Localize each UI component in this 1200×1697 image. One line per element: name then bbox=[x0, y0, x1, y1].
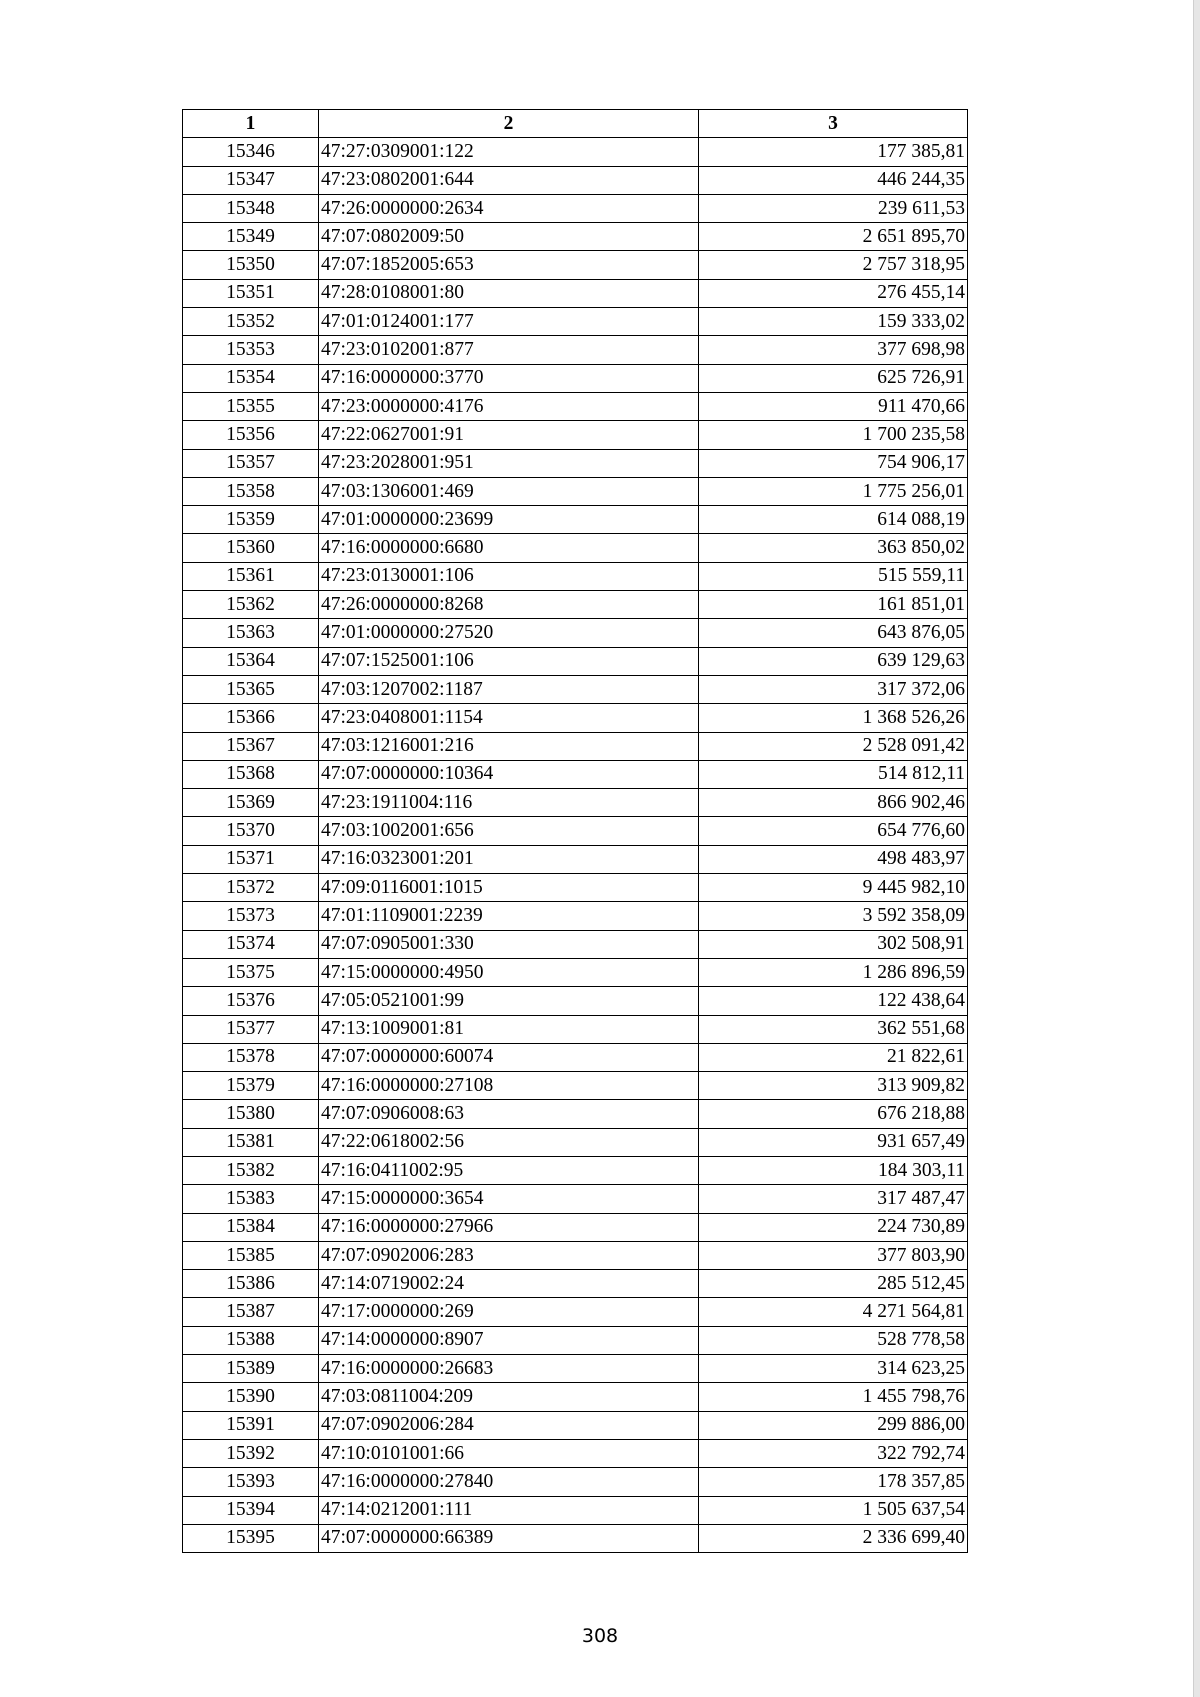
row-number-cell: 15388 bbox=[183, 1326, 319, 1354]
value-cell: 362 551,68 bbox=[699, 1015, 968, 1043]
value-cell: 625 726,91 bbox=[699, 364, 968, 392]
table-row bbox=[183, 1270, 968, 1298]
cadastral-number-cell: 47:09:0116001:1015 bbox=[319, 874, 699, 902]
value-cell: 654 776,60 bbox=[699, 817, 968, 845]
table-row bbox=[183, 1355, 968, 1383]
table-row bbox=[183, 1496, 968, 1524]
value-cell: 498 483,97 bbox=[699, 845, 968, 873]
row-number-cell: 15355 bbox=[183, 392, 319, 420]
table-row bbox=[183, 506, 968, 534]
cadastral-number-cell: 47:22:0618002:56 bbox=[319, 1128, 699, 1156]
value-cell: 514 812,11 bbox=[699, 760, 968, 788]
row-number-cell: 15358 bbox=[183, 477, 319, 505]
cadastral-number-cell: 47:07:0906008:63 bbox=[319, 1100, 699, 1128]
value-cell: 866 902,46 bbox=[699, 789, 968, 817]
table-row bbox=[183, 930, 968, 958]
value-cell: 515 559,11 bbox=[699, 562, 968, 590]
value-cell: 614 088,19 bbox=[699, 506, 968, 534]
row-number-cell: 15353 bbox=[183, 336, 319, 364]
value-cell: 676 218,88 bbox=[699, 1100, 968, 1128]
value-cell: 317 487,47 bbox=[699, 1185, 968, 1213]
cadastral-number-cell: 47:07:0000000:10364 bbox=[319, 760, 699, 788]
row-number-cell: 15362 bbox=[183, 591, 319, 619]
value-cell: 1 286 896,59 bbox=[699, 958, 968, 986]
value-cell: 2 528 091,42 bbox=[699, 732, 968, 760]
value-cell: 1 700 235,58 bbox=[699, 421, 968, 449]
value-cell: 639 129,63 bbox=[699, 647, 968, 675]
row-number-cell: 15363 bbox=[183, 619, 319, 647]
cadastral-number-cell: 47:03:1002001:656 bbox=[319, 817, 699, 845]
table-row bbox=[183, 1015, 968, 1043]
cadastral-number-cell: 47:14:0719002:24 bbox=[319, 1270, 699, 1298]
value-cell: 184 303,11 bbox=[699, 1156, 968, 1184]
value-cell: 317 372,06 bbox=[699, 675, 968, 703]
table-row bbox=[183, 732, 968, 760]
value-cell: 1 505 637,54 bbox=[699, 1496, 968, 1524]
table-row bbox=[183, 1439, 968, 1467]
row-number-cell: 15373 bbox=[183, 902, 319, 930]
row-number-cell: 15365 bbox=[183, 675, 319, 703]
table-row bbox=[183, 336, 968, 364]
table-row bbox=[183, 194, 968, 222]
value-cell: 276 455,14 bbox=[699, 279, 968, 307]
table-row bbox=[183, 704, 968, 732]
cadastral-number-cell: 47:22:0627001:91 bbox=[319, 421, 699, 449]
table-row bbox=[183, 279, 968, 307]
value-cell: 322 792,74 bbox=[699, 1439, 968, 1467]
row-number-cell: 15354 bbox=[183, 364, 319, 392]
row-number-cell: 15366 bbox=[183, 704, 319, 732]
cadastral-number-cell: 47:23:0102001:877 bbox=[319, 336, 699, 364]
cadastral-number-cell: 47:16:0000000:26683 bbox=[319, 1355, 699, 1383]
row-number-cell: 15359 bbox=[183, 506, 319, 534]
table-row bbox=[183, 987, 968, 1015]
table-row bbox=[183, 1524, 968, 1552]
table-row bbox=[183, 477, 968, 505]
row-number-cell: 15346 bbox=[183, 138, 319, 166]
value-cell: 302 508,91 bbox=[699, 930, 968, 958]
value-cell: 2 336 699,40 bbox=[699, 1524, 968, 1552]
page-number: 308 bbox=[581, 1625, 619, 1647]
header-col-1: 1 bbox=[183, 110, 319, 138]
value-cell: 224 730,89 bbox=[699, 1213, 968, 1241]
row-number-cell: 15372 bbox=[183, 874, 319, 902]
value-cell: 313 909,82 bbox=[699, 1072, 968, 1100]
value-cell: 931 657,49 bbox=[699, 1128, 968, 1156]
value-cell: 314 623,25 bbox=[699, 1355, 968, 1383]
value-cell: 9 445 982,10 bbox=[699, 874, 968, 902]
table-row bbox=[183, 647, 968, 675]
row-number-cell: 15380 bbox=[183, 1100, 319, 1128]
row-number-cell: 15348 bbox=[183, 194, 319, 222]
row-number-cell: 15347 bbox=[183, 166, 319, 194]
table-row bbox=[183, 1128, 968, 1156]
cadastral-number-cell: 47:26:0000000:8268 bbox=[319, 591, 699, 619]
cadastral-number-cell: 47:03:1306001:469 bbox=[319, 477, 699, 505]
row-number-cell: 15364 bbox=[183, 647, 319, 675]
table-row bbox=[183, 1156, 968, 1184]
cadastral-number-cell: 47:10:0101001:66 bbox=[319, 1439, 699, 1467]
table-row bbox=[183, 619, 968, 647]
value-cell: 2 757 318,95 bbox=[699, 251, 968, 279]
row-number-cell: 15356 bbox=[183, 421, 319, 449]
cadastral-number-cell: 47:01:1109001:2239 bbox=[319, 902, 699, 930]
table-row bbox=[183, 675, 968, 703]
row-number-cell: 15395 bbox=[183, 1524, 319, 1552]
table-row bbox=[183, 958, 968, 986]
row-number-cell: 15385 bbox=[183, 1241, 319, 1269]
cadastral-number-cell: 47:23:1911004:116 bbox=[319, 789, 699, 817]
row-number-cell: 15379 bbox=[183, 1072, 319, 1100]
cadastral-number-cell: 47:07:0902006:283 bbox=[319, 1241, 699, 1269]
value-cell: 122 438,64 bbox=[699, 987, 968, 1015]
cadastral-number-cell: 47:16:0000000:27840 bbox=[319, 1468, 699, 1496]
table-row bbox=[183, 562, 968, 590]
table-header-row bbox=[183, 110, 968, 138]
table-row bbox=[183, 364, 968, 392]
row-number-cell: 15357 bbox=[183, 449, 319, 477]
cadastral-number-cell: 47:23:2028001:951 bbox=[319, 449, 699, 477]
table-row bbox=[183, 138, 968, 166]
value-cell: 285 512,45 bbox=[699, 1270, 968, 1298]
table-row bbox=[183, 223, 968, 251]
table-row bbox=[183, 251, 968, 279]
value-cell: 363 850,02 bbox=[699, 534, 968, 562]
row-number-cell: 15375 bbox=[183, 958, 319, 986]
cadastral-number-cell: 47:03:0811004:209 bbox=[319, 1383, 699, 1411]
row-number-cell: 15370 bbox=[183, 817, 319, 845]
cadastral-number-cell: 47:16:0411002:95 bbox=[319, 1156, 699, 1184]
row-number-cell: 15382 bbox=[183, 1156, 319, 1184]
cadastral-number-cell: 47:17:0000000:269 bbox=[319, 1298, 699, 1326]
row-number-cell: 15352 bbox=[183, 308, 319, 336]
cadastral-number-cell: 47:16:0323001:201 bbox=[319, 845, 699, 873]
cadastral-number-cell: 47:07:0802009:50 bbox=[319, 223, 699, 251]
cadastral-number-cell: 47:07:0905001:330 bbox=[319, 930, 699, 958]
cadastral-number-cell: 47:28:0108001:80 bbox=[319, 279, 699, 307]
cadastral-number-cell: 47:01:0124001:177 bbox=[319, 308, 699, 336]
cadastral-number-cell: 47:14:0212001:111 bbox=[319, 1496, 699, 1524]
table-row bbox=[183, 421, 968, 449]
row-number-cell: 15374 bbox=[183, 930, 319, 958]
table-row bbox=[183, 166, 968, 194]
data-table-container bbox=[182, 109, 967, 1553]
cadastral-number-cell: 47:26:0000000:2634 bbox=[319, 194, 699, 222]
row-number-cell: 15350 bbox=[183, 251, 319, 279]
table-row bbox=[183, 760, 968, 788]
cadastral-number-cell: 47:03:1216001:216 bbox=[319, 732, 699, 760]
value-cell: 1 368 526,26 bbox=[699, 704, 968, 732]
value-cell: 4 271 564,81 bbox=[699, 1298, 968, 1326]
cadastral-number-cell: 47:16:0000000:3770 bbox=[319, 364, 699, 392]
table-row bbox=[183, 789, 968, 817]
row-number-cell: 15376 bbox=[183, 987, 319, 1015]
cadastral-number-cell: 47:16:0000000:27108 bbox=[319, 1072, 699, 1100]
table-row bbox=[183, 1100, 968, 1128]
row-number-cell: 15368 bbox=[183, 760, 319, 788]
cadastral-number-cell: 47:23:0802001:644 bbox=[319, 166, 699, 194]
cadastral-number-cell: 47:07:0902006:284 bbox=[319, 1411, 699, 1439]
row-number-cell: 15383 bbox=[183, 1185, 319, 1213]
cadastral-number-cell: 47:23:0000000:4176 bbox=[319, 392, 699, 420]
cadastral-number-cell: 47:03:1207002:1187 bbox=[319, 675, 699, 703]
cadastral-value-table bbox=[182, 109, 968, 1553]
value-cell: 21 822,61 bbox=[699, 1043, 968, 1071]
cadastral-number-cell: 47:23:0408001:1154 bbox=[319, 704, 699, 732]
table-row bbox=[183, 902, 968, 930]
cadastral-number-cell: 47:05:0521001:99 bbox=[319, 987, 699, 1015]
row-number-cell: 15377 bbox=[183, 1015, 319, 1043]
row-number-cell: 15389 bbox=[183, 1355, 319, 1383]
table-row bbox=[183, 1072, 968, 1100]
value-cell: 1 775 256,01 bbox=[699, 477, 968, 505]
table-row bbox=[183, 591, 968, 619]
row-number-cell: 15394 bbox=[183, 1496, 319, 1524]
table-row bbox=[183, 817, 968, 845]
table-row bbox=[183, 1213, 968, 1241]
value-cell: 528 778,58 bbox=[699, 1326, 968, 1354]
table-row bbox=[183, 1326, 968, 1354]
value-cell: 643 876,05 bbox=[699, 619, 968, 647]
page-edge bbox=[1193, 0, 1200, 1697]
value-cell: 159 333,02 bbox=[699, 308, 968, 336]
value-cell: 161 851,01 bbox=[699, 591, 968, 619]
row-number-cell: 15381 bbox=[183, 1128, 319, 1156]
table-row bbox=[183, 449, 968, 477]
row-number-cell: 15390 bbox=[183, 1383, 319, 1411]
table-row bbox=[183, 845, 968, 873]
cadastral-number-cell: 47:27:0309001:122 bbox=[319, 138, 699, 166]
table-row bbox=[183, 308, 968, 336]
cadastral-number-cell: 47:01:0000000:23699 bbox=[319, 506, 699, 534]
table-row bbox=[183, 534, 968, 562]
row-number-cell: 15392 bbox=[183, 1439, 319, 1467]
table-body bbox=[183, 138, 968, 1553]
value-cell: 377 803,90 bbox=[699, 1241, 968, 1269]
header-col-3: 3 bbox=[699, 110, 968, 138]
row-number-cell: 15351 bbox=[183, 279, 319, 307]
value-cell: 754 906,17 bbox=[699, 449, 968, 477]
cadastral-number-cell: 47:16:0000000:6680 bbox=[319, 534, 699, 562]
row-number-cell: 15361 bbox=[183, 562, 319, 590]
header-col-2: 2 bbox=[319, 110, 699, 138]
value-cell: 299 886,00 bbox=[699, 1411, 968, 1439]
row-number-cell: 15387 bbox=[183, 1298, 319, 1326]
row-number-cell: 15371 bbox=[183, 845, 319, 873]
table-row bbox=[183, 1298, 968, 1326]
cadastral-number-cell: 47:23:0130001:106 bbox=[319, 562, 699, 590]
cadastral-number-cell: 47:16:0000000:27966 bbox=[319, 1213, 699, 1241]
table-row bbox=[183, 392, 968, 420]
cadastral-number-cell: 47:15:0000000:4950 bbox=[319, 958, 699, 986]
value-cell: 2 651 895,70 bbox=[699, 223, 968, 251]
cadastral-number-cell: 47:07:0000000:60074 bbox=[319, 1043, 699, 1071]
value-cell: 377 698,98 bbox=[699, 336, 968, 364]
row-number-cell: 15391 bbox=[183, 1411, 319, 1439]
value-cell: 911 470,66 bbox=[699, 392, 968, 420]
table-row bbox=[183, 1383, 968, 1411]
table-row bbox=[183, 1468, 968, 1496]
row-number-cell: 15393 bbox=[183, 1468, 319, 1496]
table-row bbox=[183, 874, 968, 902]
value-cell: 3 592 358,09 bbox=[699, 902, 968, 930]
value-cell: 446 244,35 bbox=[699, 166, 968, 194]
cadastral-number-cell: 47:14:0000000:8907 bbox=[319, 1326, 699, 1354]
row-number-cell: 15349 bbox=[183, 223, 319, 251]
row-number-cell: 15384 bbox=[183, 1213, 319, 1241]
row-number-cell: 15386 bbox=[183, 1270, 319, 1298]
value-cell: 1 455 798,76 bbox=[699, 1383, 968, 1411]
table-row bbox=[183, 1411, 968, 1439]
cadastral-number-cell: 47:07:1525001:106 bbox=[319, 647, 699, 675]
row-number-cell: 15367 bbox=[183, 732, 319, 760]
value-cell: 239 611,53 bbox=[699, 194, 968, 222]
row-number-cell: 15369 bbox=[183, 789, 319, 817]
table-row bbox=[183, 1241, 968, 1269]
cadastral-number-cell: 47:07:0000000:66389 bbox=[319, 1524, 699, 1552]
value-cell: 177 385,81 bbox=[699, 138, 968, 166]
row-number-cell: 15378 bbox=[183, 1043, 319, 1071]
cadastral-number-cell: 47:15:0000000:3654 bbox=[319, 1185, 699, 1213]
table-row bbox=[183, 1043, 968, 1071]
row-number-cell: 15360 bbox=[183, 534, 319, 562]
value-cell: 178 357,85 bbox=[699, 1468, 968, 1496]
cadastral-number-cell: 47:13:1009001:81 bbox=[319, 1015, 699, 1043]
cadastral-number-cell: 47:01:0000000:27520 bbox=[319, 619, 699, 647]
cadastral-number-cell: 47:07:1852005:653 bbox=[319, 251, 699, 279]
table-row bbox=[183, 1185, 968, 1213]
